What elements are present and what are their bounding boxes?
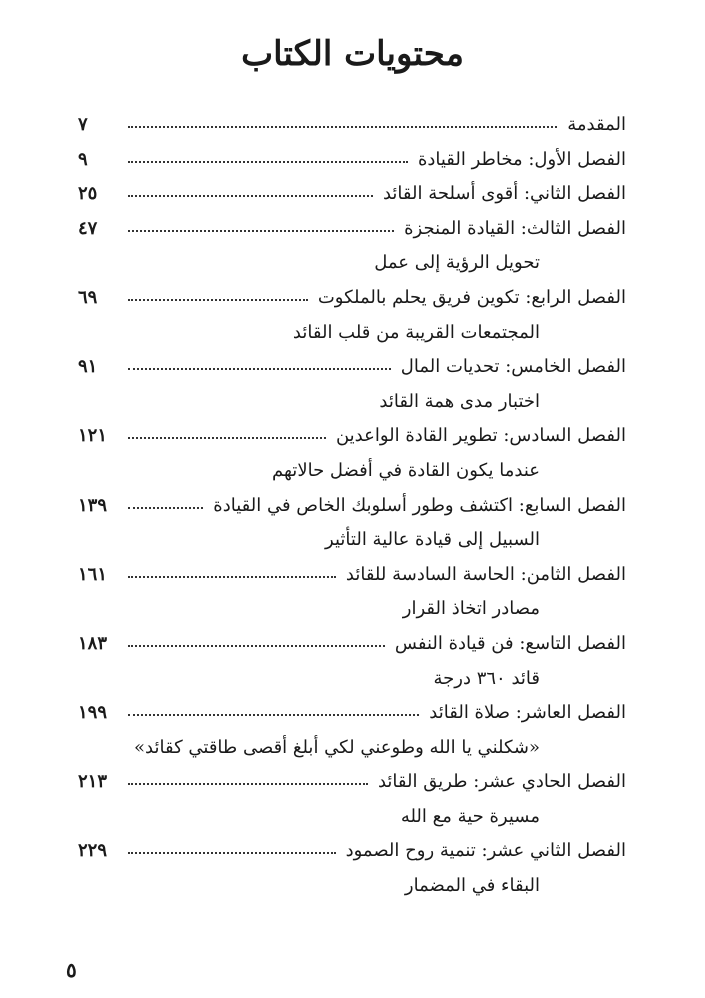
toc-page-number: ١٨٣	[78, 632, 108, 654]
dot-leader	[128, 645, 385, 647]
toc-entry	[78, 564, 626, 599]
table-of-contents	[78, 114, 626, 910]
toc-entry	[78, 425, 626, 460]
toc-subtitle: مصادر اتخاذ القرار	[402, 598, 540, 620]
toc-page-number: ١٩٩	[78, 702, 108, 724]
toc-subtitle: تحويل الرؤية إلى عمل	[374, 252, 540, 274]
toc-entry-label: الفصل العاشر: صلاة القائد	[429, 702, 626, 724]
dot-leader	[128, 368, 391, 370]
page-title: محتويات الكتاب	[241, 34, 464, 74]
dot-leader	[128, 126, 557, 128]
toc-page-number: ١٦١	[78, 563, 108, 585]
toc-page-number: ٧	[78, 114, 88, 135]
toc-entry-label: الفصل الثالث: القيادة المنجزة	[404, 217, 626, 239]
dot-leader	[128, 161, 408, 163]
dot-leader	[128, 714, 419, 716]
toc-page-number: ٩	[78, 148, 88, 170]
toc-subtitle: مسيرة حية مع الله	[400, 805, 540, 827]
dot-leader	[128, 507, 203, 509]
toc-entry	[78, 702, 626, 737]
toc-page-number: ٤٧	[78, 217, 98, 239]
toc-page-number: ٢٢٩	[78, 840, 108, 862]
toc-subtitle: «شكلني يا الله وطوعني لكي أبلغ أقصى طاقتي كقائد»	[134, 736, 540, 758]
toc-entry-label: الفصل الأول: مخاطر القيادة	[417, 148, 626, 170]
toc-entry	[78, 840, 626, 875]
toc-entry-label: الفصل الرابع: تكوين فريق يحلم بالملكوت	[317, 286, 626, 308]
toc-entry	[78, 218, 626, 253]
toc-page-number: ٦٩	[78, 286, 98, 308]
toc-subtitle: البقاء في المضمار	[404, 875, 540, 897]
toc-entry-label: الفصل الثاني: أقوى أسلحة القائد	[382, 183, 626, 205]
toc-entry-label: الفصل التاسع: فن قيادة النفس	[394, 632, 626, 654]
page-number: ٥	[66, 958, 77, 982]
dot-leader	[128, 852, 336, 854]
toc-entry	[78, 771, 626, 806]
toc-page-number: ١٣٩	[78, 494, 108, 516]
toc-subtitle: عندما يكون القادة في أفضل حالاتهم	[272, 459, 540, 481]
toc-entry	[78, 356, 626, 391]
toc-subtitle: قائد ٣٦٠ درجة	[433, 667, 540, 689]
dot-leader	[128, 230, 394, 232]
dot-leader	[128, 437, 326, 439]
toc-page-number: ٩١	[78, 356, 98, 378]
toc-entry	[78, 495, 626, 530]
toc-page-number: ٢٥	[78, 183, 98, 205]
toc-subtitle: المجتمعات القريبة من قلب القائد	[292, 321, 540, 343]
toc-entry	[78, 287, 626, 322]
toc-entry-label: الفصل الحادي عشر: طريق القائد	[377, 771, 626, 793]
dot-leader	[128, 299, 308, 301]
toc-page-number: ١٢١	[78, 425, 108, 447]
toc-entry	[78, 633, 626, 668]
toc-entry	[78, 149, 626, 184]
toc-entry	[78, 183, 626, 218]
dot-leader	[128, 195, 373, 197]
toc-subtitle: اختبار مدى همة القائد	[379, 390, 540, 412]
toc-subtitle: السبيل إلى قيادة عالية التأثير	[325, 529, 540, 551]
toc-entry-label: الفصل السابع: اكتشف وطور أسلوبك الخاص في القيادة	[213, 494, 626, 516]
toc-entry-label: الفصل الثاني عشر: تنمية روح الصمود	[345, 840, 626, 862]
toc-entry-label: المقدمة	[567, 114, 626, 135]
toc-entry-label: الفصل الخامس: تحديات المال	[400, 356, 626, 378]
dot-leader	[128, 576, 336, 578]
toc-entry-label: الفصل السادس: تطوير القادة الواعدين	[335, 425, 626, 447]
toc-entry	[78, 114, 626, 149]
dot-leader	[128, 783, 368, 785]
toc-entry-label: الفصل الثامن: الحاسة السادسة للقائد	[345, 563, 626, 585]
toc-page-number: ٢١٣	[78, 771, 108, 793]
